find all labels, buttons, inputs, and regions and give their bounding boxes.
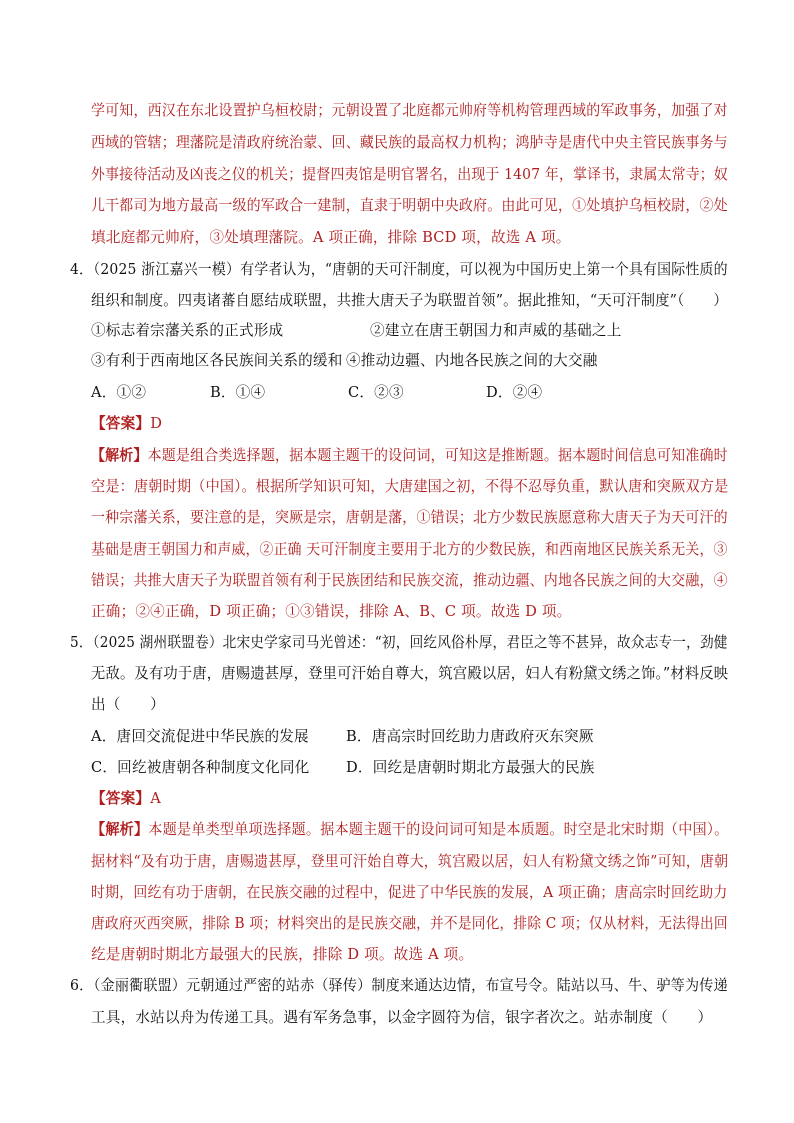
q5-choice-a: A．唐回交流促进中华民族的发展 [91,728,309,745]
q4-analysis-line-2: 空是：唐朝时期（中国）。根据所学知识可知，大唐建国之初，不得不忍辱负重，默认唐和突厥双方是 [91,478,729,495]
q4-choice-a: A．①② [91,384,147,401]
q4-analysis-line-6: 正确；②④正确，D 项正确；①③错误，排除 A、B、C 项。故选 D 项。 [91,603,572,620]
prev-analysis-line-4: 儿干都司为地方最高一级的军政合一建制，直隶于明朝中央政府。由此可见，①处填护乌桓校尉，②处 [91,197,728,214]
q5-analysis-line-1 [91,820,728,840]
q6-stem-line-2: 工具，水站以舟为传递工具。遇有军务急事，以金字圆符为信，银字者次之。站赤制度（ ） [91,1009,713,1026]
q6-stem-line-1: 6．（金丽衢联盟）元朝通过严密的站赤（驿传）制度来通达边情，布宣号令。陆站以马、牛、驴等为传递 [70,977,728,994]
q5-stem-line-3: 出（ ） [91,696,165,713]
q4-option-3: ③有利于西南地区各民族间关系的缓和 [91,352,343,369]
q4-analysis-text-1: 本题是组合类选择题，据本题主题干的设问词，可知这是推断题。据本题时间信息可知准确时 [147,447,728,464]
prev-analysis-line-5: 填北庭都元帅府，③处填理藩院。A 项正确，排除 BCD 项，故选 A 项。 [91,229,571,246]
q5-analysis-line-3: 时期，回纥有功于唐朝，在民族交融的过程中，促进了中华民族的发展，A 项正确；唐高宗时回纥助力 [91,884,728,901]
q4-analysis-label: 【解析】 [91,447,148,464]
q5-stem-line-2: 无敌。及有功于唐，唐赐遗甚厚，登里可汗始自尊大，筑宫殿以居，妇人有粉黛文绣之饰。”材料反映 [91,665,729,682]
q4-analysis-line-3: 一种宗藩关系，要注意的是，突厥是宗，唐朝是藩，①错误；北方少数民族愿意称大唐天子为天可汗的 [91,509,728,526]
q5-answer [91,789,161,809]
q5-analysis-line-4: 唐政府灭西突厥，排除 B 项；材料突出的是民族交融，并不是同化，排除 C 项；仅从材料，无法得出回 [91,915,728,932]
q4-answer-value: D [150,415,163,432]
q4-answer-label: 【答案】 [91,415,151,432]
q5-stem-line-1: 5．（2025 湖州联盟卷）北宋史学家司马光曾述：“初，回纥风俗朴厚，君臣之等不甚异，故众志专一，劲健 [70,634,728,651]
q4-analysis-line-1 [91,446,728,466]
q5-choice-c: C．回纥被唐朝各种制度文化同化 [91,759,310,776]
q5-analysis-line-5: 纥是唐朝时期北方最强大的民族，排除 D 项。故选 A 项。 [91,946,474,963]
q4-choice-b: B．①④ [210,384,266,401]
q4-option-4: ④推动边疆、内地各民族之间的大交融 [346,352,598,369]
q4-choice-c: C．②③ [348,384,404,401]
q5-analysis-text-1: 本题是单类型单项选择题。据本题主题干的设问词可知是本质题。时空是北宋时期（中国）。 [148,821,729,838]
prev-analysis-line-1: 学可知，西汉在东北设置护乌桓校尉；元朝设置了北庭都元帅府等机构管理西域的军政事务，加强了对 [91,102,728,119]
q5-analysis-label: 【解析】 [91,821,149,838]
q4-option-1: ①标志着宗藩关系的正式形成 [91,322,284,339]
q4-option-2: ②建立在唐王朝国力和声威的基础之上 [370,322,622,339]
q4-analysis-line-4: 基础是唐王朝国力和声威，②正确 天可汗制度主要用于北方的少数民族，和西南地区民族关系无关，③ [91,541,728,558]
q4-stem-line-1: 4．（2025 浙江嘉兴一模）有学者认为，“唐朝的天可汗制度，可以视为中国历史上第一个具有国际性质的 [70,261,728,278]
q5-answer-label: 【答案】 [91,790,151,807]
q5-analysis-line-2: 据材料“及有功于唐，唐赐遗甚厚，登里可汗始自尊大，筑宫殿以居，妇人有粉黛文绣之饰”可知，唐朝 [91,853,729,870]
q4-answer [91,414,162,434]
q5-answer-value: A [150,790,161,807]
q4-choice-d: D．②④ [486,384,543,401]
prev-analysis-line-2: 西域的管辖；理藩院是清政府统治蒙、回、藏民族的最高权力机构；鸿胪寺是唐代中央主管民族事务与 [91,134,728,151]
q4-analysis-line-5: 错误；共推大唐天子为联盟首领有利于民族团结和民族交流，推动边疆、内地各民族之间的大交融，④ [91,572,728,589]
prev-analysis-line-3: 外事接待活动及凶丧之仪的机关；提督四夷馆是明官署名，出现于 1407 年，掌译书，隶属太常寺；奴 [91,166,728,183]
q5-choice-b: B．唐高宗时回纥助力唐政府灭东突厥 [346,728,594,745]
q5-choice-d: D．回纥是唐朝时期北方最强大的民族 [346,759,595,776]
q4-stem-line-2: 组织和制度。四夷诸蕃自愿结成联盟，共推大唐天子为联盟首领”。据此推知，“天可汗制度”（ ） [91,292,728,309]
